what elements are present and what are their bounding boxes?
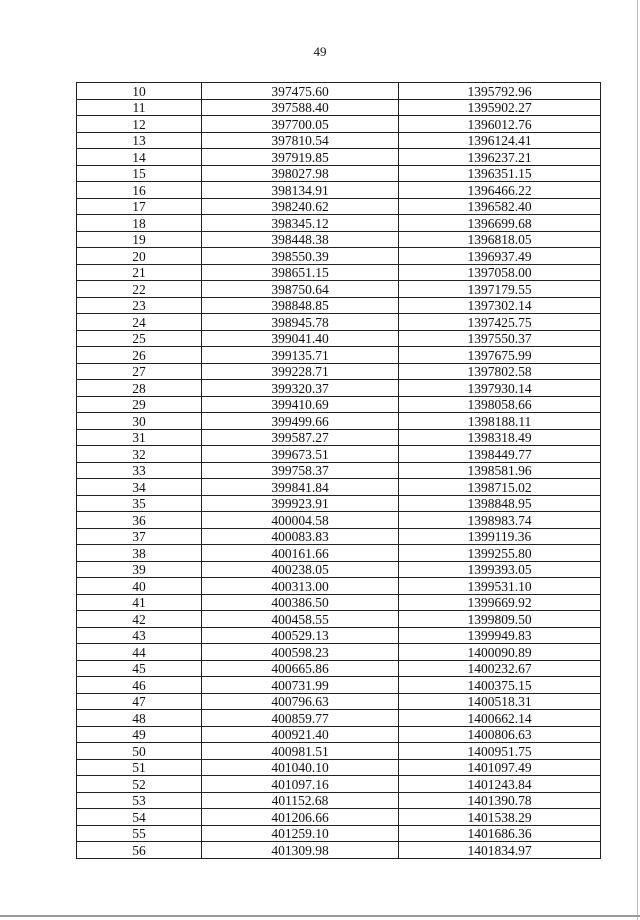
x-coordinate-cell: 398750.64	[202, 281, 399, 298]
point-number-cell: 43	[77, 627, 202, 644]
y-coordinate-cell: 1399949.83	[399, 627, 601, 644]
x-coordinate-cell: 398345.12	[202, 215, 399, 232]
point-number-cell: 17	[77, 198, 202, 215]
x-coordinate-cell: 400665.86	[202, 660, 399, 677]
x-coordinate-cell: 399923.91	[202, 495, 399, 512]
table-row	[77, 561, 601, 578]
x-coordinate-cell: 398651.15	[202, 264, 399, 281]
table-row	[77, 429, 601, 446]
y-coordinate-cell: 1401243.84	[399, 776, 601, 793]
x-coordinate-cell: 398945.78	[202, 314, 399, 331]
table-row	[77, 792, 601, 809]
y-coordinate-cell: 1400090.89	[399, 644, 601, 661]
point-number-cell: 15	[77, 165, 202, 182]
table-row	[77, 347, 601, 364]
y-coordinate-cell: 1400806.63	[399, 726, 601, 743]
point-number-cell: 13	[77, 132, 202, 149]
table-row	[77, 627, 601, 644]
table-row	[77, 380, 601, 397]
point-number-cell: 32	[77, 446, 202, 463]
point-number-cell: 12	[77, 116, 202, 133]
y-coordinate-cell: 1399669.92	[399, 594, 601, 611]
point-number-cell: 44	[77, 644, 202, 661]
x-coordinate-cell: 397588.40	[202, 99, 399, 116]
y-coordinate-cell: 1398581.96	[399, 462, 601, 479]
point-number-cell: 31	[77, 429, 202, 446]
point-number-cell: 11	[77, 99, 202, 116]
point-number-cell: 55	[77, 825, 202, 842]
x-coordinate-cell: 399841.84	[202, 479, 399, 496]
table-row	[77, 281, 601, 298]
x-coordinate-cell: 399587.27	[202, 429, 399, 446]
point-number-cell: 18	[77, 215, 202, 232]
x-coordinate-cell: 399320.37	[202, 380, 399, 397]
table-row	[77, 644, 601, 661]
y-coordinate-cell: 1400375.15	[399, 677, 601, 694]
x-coordinate-cell: 400859.77	[202, 710, 399, 727]
x-coordinate-cell: 400083.83	[202, 528, 399, 545]
y-coordinate-cell: 1399531.10	[399, 578, 601, 595]
x-coordinate-cell: 397700.05	[202, 116, 399, 133]
table-row	[77, 314, 601, 331]
table-row	[77, 759, 601, 776]
table-row	[77, 726, 601, 743]
table-row	[77, 710, 601, 727]
x-coordinate-cell: 398240.62	[202, 198, 399, 215]
table-row	[77, 743, 601, 760]
x-coordinate-cell: 400386.50	[202, 594, 399, 611]
y-coordinate-cell: 1401538.29	[399, 809, 601, 826]
table-row	[77, 512, 601, 529]
x-coordinate-cell: 397475.60	[202, 83, 399, 100]
y-coordinate-cell: 1400662.14	[399, 710, 601, 727]
point-number-cell: 53	[77, 792, 202, 809]
table-row	[77, 182, 601, 199]
y-coordinate-cell: 1396699.68	[399, 215, 601, 232]
point-number-cell: 39	[77, 561, 202, 578]
table-row	[77, 396, 601, 413]
y-coordinate-cell: 1400518.31	[399, 693, 601, 710]
table-row	[77, 528, 601, 545]
table-row	[77, 215, 601, 232]
table-row	[77, 248, 601, 265]
point-number-cell: 50	[77, 743, 202, 760]
x-coordinate-cell: 399673.51	[202, 446, 399, 463]
page-number: 49	[313, 44, 327, 59]
y-coordinate-cell: 1396124.41	[399, 132, 601, 149]
y-coordinate-cell: 1396818.05	[399, 231, 601, 248]
table-row	[77, 693, 601, 710]
x-coordinate-cell: 398550.39	[202, 248, 399, 265]
point-number-cell: 51	[77, 759, 202, 776]
x-coordinate-cell: 399041.40	[202, 330, 399, 347]
y-coordinate-cell: 1397302.14	[399, 297, 601, 314]
table-row	[77, 611, 601, 628]
table-row	[77, 495, 601, 512]
x-coordinate-cell: 400981.51	[202, 743, 399, 760]
table-row	[77, 462, 601, 479]
table-row	[77, 165, 601, 182]
y-coordinate-cell: 1397802.58	[399, 363, 601, 380]
table-row	[77, 99, 601, 116]
x-coordinate-cell: 400529.13	[202, 627, 399, 644]
y-coordinate-cell: 1399393.05	[399, 561, 601, 578]
y-coordinate-cell: 1398715.02	[399, 479, 601, 496]
y-coordinate-cell: 1401686.36	[399, 825, 601, 842]
table-row	[77, 198, 601, 215]
point-number-cell: 37	[77, 528, 202, 545]
table-row	[77, 149, 601, 166]
y-coordinate-cell: 1397179.55	[399, 281, 601, 298]
point-number-cell: 24	[77, 314, 202, 331]
table-row	[77, 578, 601, 595]
x-coordinate-cell: 401040.10	[202, 759, 399, 776]
table-row	[77, 809, 601, 826]
point-number-cell: 52	[77, 776, 202, 793]
y-coordinate-cell: 1401834.97	[399, 842, 601, 859]
y-coordinate-cell: 1396466.22	[399, 182, 601, 199]
table-row	[77, 264, 601, 281]
y-coordinate-cell: 1396351.15	[399, 165, 601, 182]
coordinates-table	[76, 82, 601, 859]
x-coordinate-cell: 399410.69	[202, 396, 399, 413]
x-coordinate-cell: 397810.54	[202, 132, 399, 149]
point-number-cell: 23	[77, 297, 202, 314]
y-coordinate-cell: 1397058.00	[399, 264, 601, 281]
y-coordinate-cell: 1400951.75	[399, 743, 601, 760]
point-number-cell: 16	[77, 182, 202, 199]
y-coordinate-cell: 1398848.95	[399, 495, 601, 512]
point-number-cell: 27	[77, 363, 202, 380]
point-number-cell: 49	[77, 726, 202, 743]
point-number-cell: 41	[77, 594, 202, 611]
y-coordinate-cell: 1396937.49	[399, 248, 601, 265]
point-number-cell: 22	[77, 281, 202, 298]
table-row	[77, 479, 601, 496]
table-row	[77, 363, 601, 380]
x-coordinate-cell: 401206.66	[202, 809, 399, 826]
x-coordinate-cell: 401309.98	[202, 842, 399, 859]
x-coordinate-cell: 399499.66	[202, 413, 399, 430]
y-coordinate-cell: 1398318.49	[399, 429, 601, 446]
point-number-cell: 19	[77, 231, 202, 248]
x-coordinate-cell: 400458.55	[202, 611, 399, 628]
x-coordinate-cell: 400313.00	[202, 578, 399, 595]
point-number-cell: 56	[77, 842, 202, 859]
y-coordinate-cell: 1397930.14	[399, 380, 601, 397]
y-coordinate-cell: 1400232.67	[399, 660, 601, 677]
table-row	[77, 413, 601, 430]
y-coordinate-cell: 1399809.50	[399, 611, 601, 628]
x-coordinate-cell: 399228.71	[202, 363, 399, 380]
y-coordinate-cell: 1396582.40	[399, 198, 601, 215]
table-row	[77, 132, 601, 149]
x-coordinate-cell: 400238.05	[202, 561, 399, 578]
table-row	[77, 297, 601, 314]
x-coordinate-cell: 398134.91	[202, 182, 399, 199]
table-row	[77, 594, 601, 611]
point-number-cell: 28	[77, 380, 202, 397]
table-row	[77, 776, 601, 793]
x-coordinate-cell: 398848.85	[202, 297, 399, 314]
y-coordinate-cell: 1396012.76	[399, 116, 601, 133]
point-number-cell: 30	[77, 413, 202, 430]
page-edge-right	[637, 0, 638, 920]
y-coordinate-cell: 1397550.37	[399, 330, 601, 347]
table-row	[77, 660, 601, 677]
x-coordinate-cell: 400796.63	[202, 693, 399, 710]
x-coordinate-cell: 397919.85	[202, 149, 399, 166]
x-coordinate-cell: 400004.58	[202, 512, 399, 529]
x-coordinate-cell: 399135.71	[202, 347, 399, 364]
y-coordinate-cell: 1398449.77	[399, 446, 601, 463]
y-coordinate-cell: 1401097.49	[399, 759, 601, 776]
y-coordinate-cell: 1395792.96	[399, 83, 601, 100]
point-number-cell: 21	[77, 264, 202, 281]
table-row	[77, 446, 601, 463]
table-row	[77, 330, 601, 347]
x-coordinate-cell: 400598.23	[202, 644, 399, 661]
y-coordinate-cell: 1398058.66	[399, 396, 601, 413]
point-number-cell: 47	[77, 693, 202, 710]
coordinates-table-body	[77, 83, 601, 859]
point-number-cell: 26	[77, 347, 202, 364]
y-coordinate-cell: 1397425.75	[399, 314, 601, 331]
point-number-cell: 25	[77, 330, 202, 347]
table-row	[77, 545, 601, 562]
y-coordinate-cell: 1398983.74	[399, 512, 601, 529]
table-row	[77, 83, 601, 100]
x-coordinate-cell: 399758.37	[202, 462, 399, 479]
point-number-cell: 35	[77, 495, 202, 512]
x-coordinate-cell: 398448.38	[202, 231, 399, 248]
point-number-cell: 33	[77, 462, 202, 479]
point-number-cell: 48	[77, 710, 202, 727]
x-coordinate-cell: 398027.98	[202, 165, 399, 182]
point-number-cell: 54	[77, 809, 202, 826]
y-coordinate-cell: 1396237.21	[399, 149, 601, 166]
point-number-cell: 36	[77, 512, 202, 529]
x-coordinate-cell: 400921.40	[202, 726, 399, 743]
y-coordinate-cell: 1395902.27	[399, 99, 601, 116]
y-coordinate-cell: 1401390.78	[399, 792, 601, 809]
point-number-cell: 29	[77, 396, 202, 413]
x-coordinate-cell: 401152.68	[202, 792, 399, 809]
y-coordinate-cell: 1399119.36	[399, 528, 601, 545]
point-number-cell: 46	[77, 677, 202, 694]
point-number-cell: 45	[77, 660, 202, 677]
point-number-cell: 42	[77, 611, 202, 628]
y-coordinate-cell: 1398188.11	[399, 413, 601, 430]
table-row	[77, 825, 601, 842]
table-row	[77, 677, 601, 694]
point-number-cell: 38	[77, 545, 202, 562]
point-number-cell: 20	[77, 248, 202, 265]
x-coordinate-cell: 400161.66	[202, 545, 399, 562]
x-coordinate-cell: 401097.16	[202, 776, 399, 793]
y-coordinate-cell: 1397675.99	[399, 347, 601, 364]
point-number-cell: 34	[77, 479, 202, 496]
table-row	[77, 231, 601, 248]
point-number-cell: 40	[77, 578, 202, 595]
table-row	[77, 842, 601, 859]
point-number-cell: 10	[77, 83, 202, 100]
x-coordinate-cell: 401259.10	[202, 825, 399, 842]
point-number-cell: 14	[77, 149, 202, 166]
x-coordinate-cell: 400731.99	[202, 677, 399, 694]
page-edge-bottom	[0, 915, 640, 917]
table-row	[77, 116, 601, 133]
y-coordinate-cell: 1399255.80	[399, 545, 601, 562]
